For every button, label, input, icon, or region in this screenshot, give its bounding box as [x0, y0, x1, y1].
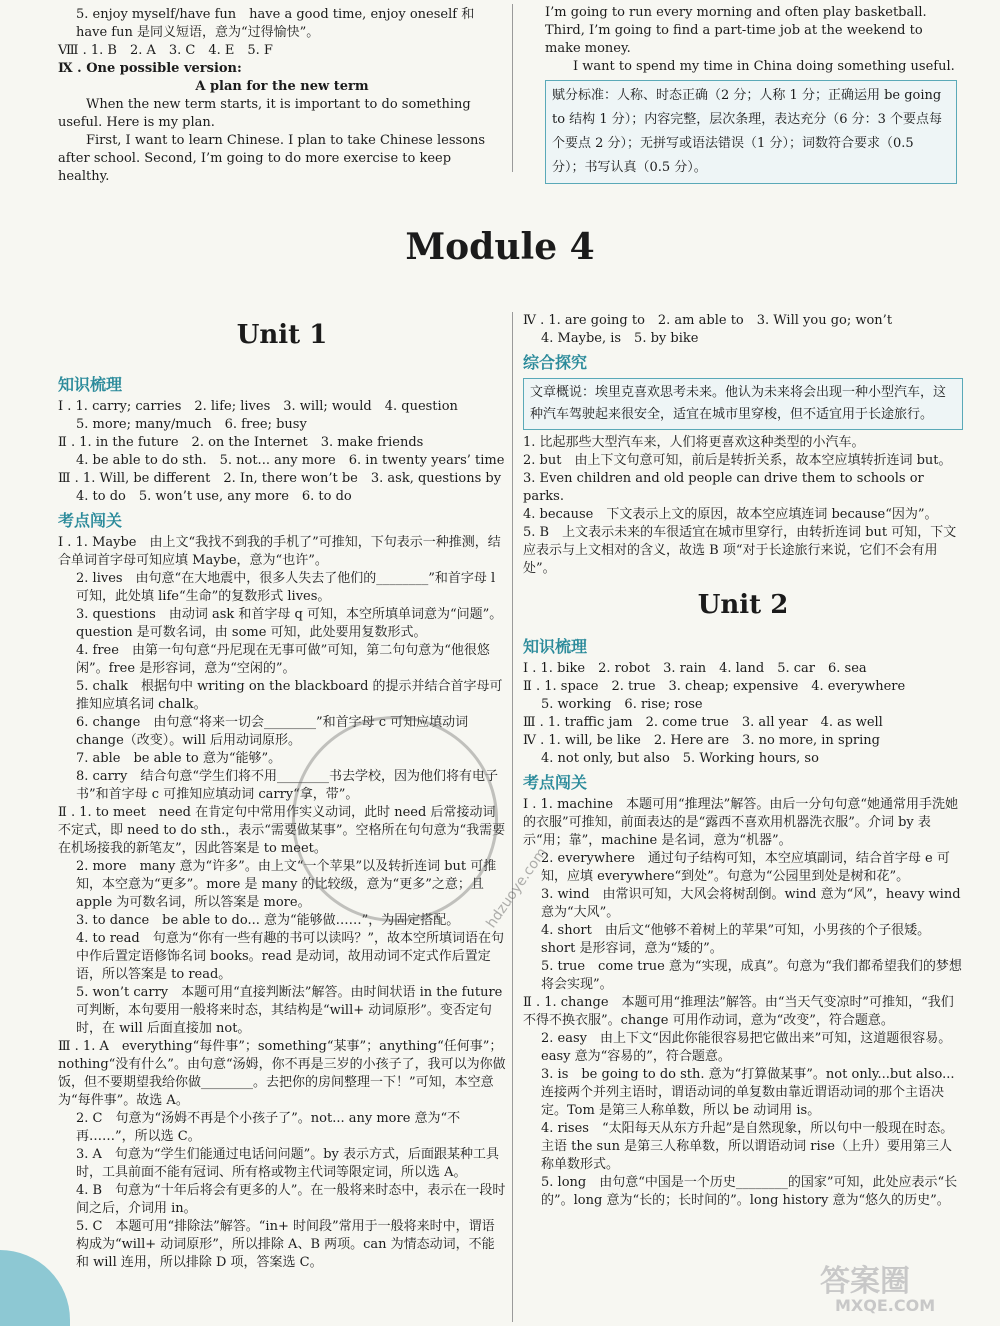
answer-item: Ⅲ . 1. A everything“每件事”；something“某事”；anything“任何事”；nothing“没有什么”。由句意“汤姆，你不再是三岁的小孩子了，我可以为你做饭，但不要期望我给你做________。去把你的房间整理一下！”可知，本空意为“每件事”。故选 A。 [58, 1039, 506, 1108]
site-logo-url: MXQE.COM [835, 1296, 936, 1315]
essay-paragraph: I want to spend my time in China doing something useful. [573, 59, 955, 74]
answer-line: Ⅰ . 1. bike 2. robot 3. rain 4. land 5. car 6. sea [523, 661, 867, 676]
answer-item: 2. more many 意为“许多”。由上文“一个苹果”以及转折连词 but 可推知，本空意为“更多”。more 是 many 的比较级，意为“更多”之意；且 apple 为可数名词，所以答案是 more。 [76, 859, 497, 910]
unit-title: Unit 2 [697, 590, 789, 620]
scoring-text: 赋分标准：人称、时态正确（2 分；人称 1 分；正确运用 be going to 结构 1 分）；内容完整，层次条理，表达充分（6 分：3 个要点每个要点 2 分）；无拼写或语法错误（1 分）；词数符合要求（0.5 分）；书写认真（0.5 分）。 [552, 88, 943, 175]
answer-item: 7. able be able to 意为“能够”。 [76, 751, 282, 766]
answer-item: 4. free 由第一句句意“丹尼现在无事可做”可知，第二句句意为“他很悠闲”。free 是形容词，意为“空闲的”。 [76, 643, 490, 676]
answer-item: 4. to read 句意为“你有一些有趣的书可以读吗？”，故本空所填词语在句中作后置定语修饰名词 books。read 是动词，故用动词不定式作后置定语，所以答案是 to read。 [76, 931, 504, 982]
answer-item: Ⅰ . 1. Maybe 由上文“我找不到我的手机了”可推知，下句表示一种推测，结合单词首字母可知应填 Maybe，意为“也许”。 [58, 535, 501, 568]
answer-item: 1. 比起那些大型汽车来，人们将更喜欢这种类型的小汽车。 [523, 435, 865, 450]
summary-box [523, 378, 963, 430]
unit-title: Unit 1 [236, 320, 328, 350]
answer-item: 4. short 由后文“他够不着树上的苹果”可知，小男孩的个子很矮。short 是形容词，意为“矮的”。 [541, 923, 931, 956]
answer-item: 3. is be going to do sth. 意为“打算做某事”。not only...but also... 连接两个并列主语时，谓语动词的单复数由靠近谓语动词的那个主语决定。Tom 是第三人称单数，所以 be 动词用 is。 [541, 1067, 955, 1118]
answer-item: 2. C 句意为“汤姆不再是个小孩子了”。not... any more 意为“不再……”，所以选 C。 [76, 1111, 461, 1144]
answer-item: 3. questions 由动词 ask 和首字母 q 可知，本空所填单词意为“问题”。question 是可数名词，由 some 可知，此处要用复数形式。 [76, 607, 503, 640]
essay-paragraph: When the new term starts, it is important to do something useful. Here is my plan. [58, 97, 471, 130]
summary-text: 文章概说：埃里克喜欢思考未来。他认为未来将会出现一种小型汽车，这种汽车驾驶起来很安全，适宜在城市里穿梭，但不适宜用于长途旅行。 [530, 385, 947, 422]
answer-line: 5. enjoy myself/have fun have a good time, enjoy oneself 和 have fun 是同义短语，意为“过得愉快”。 [76, 7, 475, 40]
answer-item: 4. B 句意为“十年后将会有更多的人”。在一般将来时态中，表示在一段时间之后，介词用 in。 [76, 1183, 506, 1216]
answer-item: 6. change 由句意“将来一切会________”和首字母 c 可知应填动词 change（改变）。will 后用动词原形。 [76, 715, 469, 748]
essay-paragraph: I’m going to run every morning and often play basketball. Third, I’m going to find a part-time job at the weekend to make money. [545, 5, 927, 56]
answer-item: 4. rises “太阳每天从东方升起”是自然现象，所以句中一般现在时态。主语 the sun 是第三人称单数，所以谓语动词 rise（上升）要用第三人称单数形式。 [541, 1121, 954, 1172]
answer-line: Ⅳ . 1. will, be like 2. Here are 3. no more, in spring [523, 733, 880, 748]
answer-line: 5. working 6. rise; rose [541, 697, 703, 712]
essay-paragraph: First, I want to learn Chinese. I plan to take Chinese lessons after school. Second, I’m going to do more exercise to keep healthy. [58, 133, 486, 184]
answer-line: Ⅱ . 1. in the future 2. on the Internet 3. make friends [58, 435, 424, 450]
answer-line: Ⅸ . One possible version: [58, 61, 242, 76]
answer-item: Ⅰ . 1. machine 本题可用“推理法”解答。由后一分句句意“她通常用手洗她的衣服”可推知，前面表达的是“露西不喜欢用机器洗衣服”。介词 by 表示“用；靠”，machine 是名词，意为“机器”。 [523, 797, 958, 848]
answer-item: 3. Even children and old people can drive them to schools or parks. [523, 471, 924, 504]
answer-item: 5. chalk 根据句中 writing on the blackboard 的提示并结合首字母可推知应填名词 chalk。 [76, 679, 503, 712]
answer-item: Ⅱ . 1. to meet need 在肯定句中常用作实义动词，此时 need 后常接动词不定式，即 need to do sth.，表示“需要做某事”。空格所在句句意为“我需要在机场接我的新笔友”，因此答案是 to meet。 [58, 805, 506, 856]
module-title: Module 4 [405, 226, 595, 268]
answer-item: 4. because 下文表示上文的原因，故本空应填连词 because“因为”。 [523, 507, 938, 522]
answer-item: 5. won’t carry 本题可用“直接判断法”解答。由时间状语 in the future 可判断，本句要用一般将来时态，其结构是“will+ 动词原形”。变否定句时，在 will 后面直接加 not。 [76, 985, 503, 1036]
answer-line: 4. to do 5. won’t use, any more 6. to do [76, 489, 352, 504]
section-heading: 考点闯关 [523, 773, 588, 792]
answer-item: 2. everywhere 通过句子结构可知，本空应填副词，结合首字母 e 可知，应填 everywhere“到处”。句意为“公园里到处是树和花”。 [541, 851, 950, 884]
answer-item: 3. A 句意为“学生们能通过电话问问题”。by 表示方式，后面跟某种工具时，工具前面不能有冠词、所有格或物主代词等限定词，所以选 A。 [76, 1147, 500, 1180]
unit1-column [58, 312, 506, 1272]
answer-line: Ⅱ . 1. space 2. true 3. cheap; expensive 4. everywhere [523, 679, 906, 694]
scoring-box [545, 80, 957, 184]
top-right-column [545, 4, 957, 188]
answer-item: 8. carry 结合句意“学生们将不用________书去学校，因为他们将有电子书”和首字母 c 可推知应填动词 carry“拿，带”。 [76, 769, 498, 802]
answer-line: Ⅲ . 1. Will, be different 2. In, there won’t be 3. ask, questions by [58, 471, 502, 486]
answer-item: 2. lives 由句意“在大地震中，很多人失去了他们的________”和首字母 l 可知，此处填 life“生命”的复数形式 lives。 [76, 571, 496, 604]
answer-item: 5. true come true 意为“实现，成真”。句意为“我们都希望我们的梦想将会实现”。 [541, 959, 962, 992]
answer-item: 5. long 由句意“中国是一个历史________的国家”可知，此处应表示“长的”。long 意为“长的；长时间的”。long history 意为“悠久的历史”。 [541, 1175, 958, 1208]
answer-line: Ⅰ . 1. carry; carries 2. life; lives 3. will; would 4. question [58, 399, 458, 414]
watermark-text: hdzuoye.com [483, 844, 551, 932]
answer-line: 4. be able to do sth. 5. not... any more 6. in twenty years’ time [76, 453, 505, 468]
answer-line: Ⅷ . 1. B 2. A 3. C 4. E 5. F [58, 43, 273, 58]
answer-item: 3. wind 由常识可知，大风会将树刮倒。wind 意为“风”，heavy wind 意为“大风”。 [541, 887, 961, 920]
answer-item: 5. B 上文表示未来的车很适宜在城市里穿行，由转折连词 but 可知，下文应表示与上文相对的含义，故选 B 项“对于长途旅行来说，它们不会有用处”。 [523, 525, 957, 576]
right-column [523, 312, 963, 1210]
answer-item: Ⅱ . 1. change 本题可用“推理法”解答。由“当天气变凉时”可推知，“我们不得不换衣服”。change 可用作动词，意为“改变”，符合题意。 [523, 995, 954, 1028]
answer-line: 5. more; many/much 6. free; busy [76, 417, 307, 432]
site-logo: 答案圈 [820, 1264, 910, 1299]
essay-title: A plan for the new term [195, 79, 369, 94]
answer-line: 4. not only, but also 5. Working hours, so [541, 751, 819, 766]
answer-item: 2. easy 由上下文“因此你能很容易把它做出来”可知，这道题很容易。easy 意为“容易的”，符合题意。 [541, 1031, 952, 1064]
section-heading: 综合探究 [523, 353, 588, 372]
answer-line: Ⅳ . 1. are going to 2. am able to 3. Will you go; won’t [523, 313, 893, 328]
answer-item: 3. to dance be able to do... 意为“能够做……”，为固定搭配。 [76, 913, 460, 928]
top-left-column [58, 6, 506, 186]
answer-item: 5. C 本题可用“排除法”解答。“in+ 时间段”常用于一般将来时中，谓语构成为“will+ 动词原形”，所以排除 A、B 两项。can 为情态动词，不能和 will 连用，所以排除 D 项，答案选 C。 [76, 1219, 495, 1270]
column-divider [512, 312, 513, 1322]
answer-line: 4. Maybe, is 5. by bike [541, 331, 699, 346]
section-heading: 知识梳理 [58, 375, 123, 394]
section-heading: 知识梳理 [523, 637, 588, 656]
answer-item: 2. but 由上下文句意可知，前后是转折关系，故本空应填转折连词 but。 [523, 453, 952, 468]
column-divider [512, 4, 513, 172]
answer-line: Ⅲ . 1. traffic jam 2. come true 3. all year 4. as well [523, 715, 883, 730]
section-heading: 考点闯关 [58, 511, 123, 530]
